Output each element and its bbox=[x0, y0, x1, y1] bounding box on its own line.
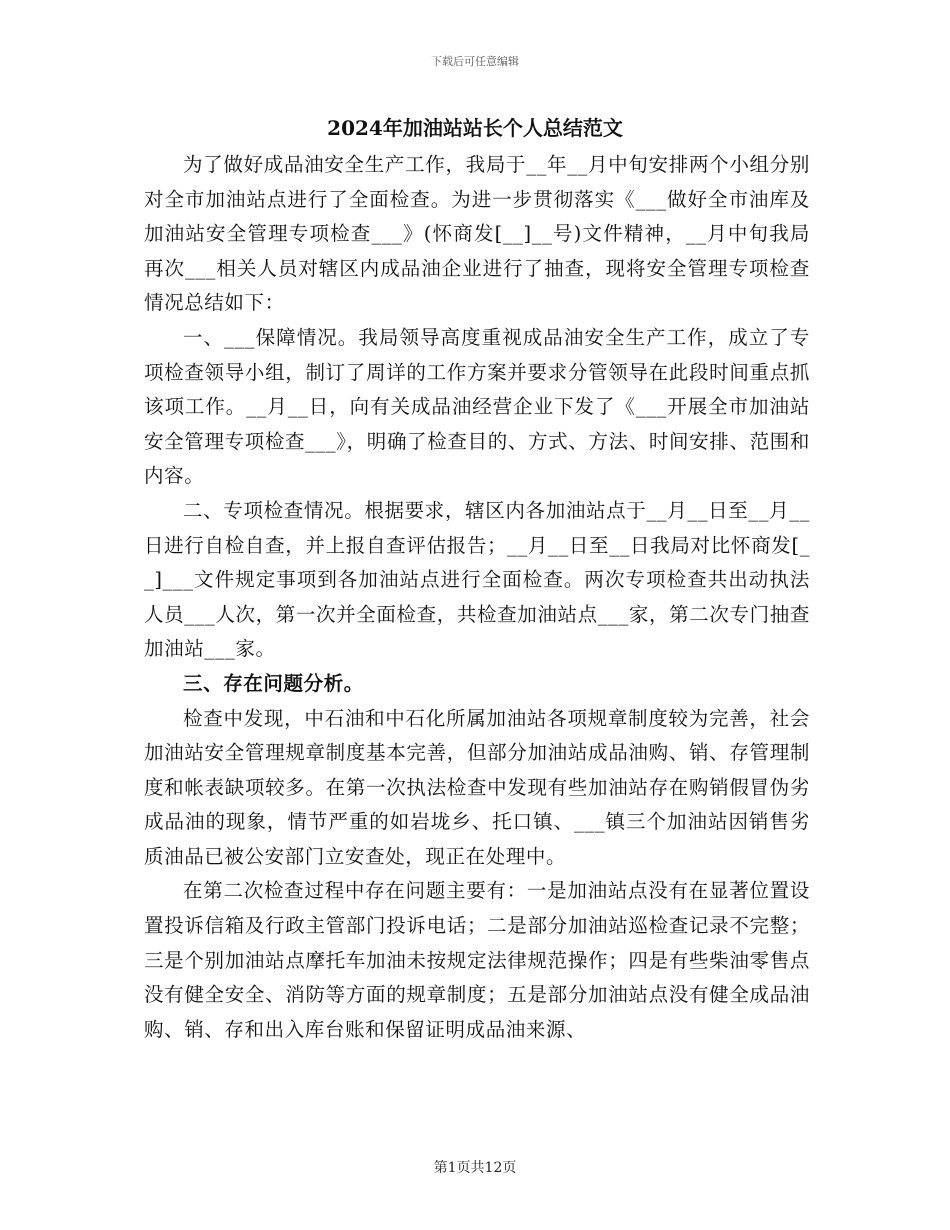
paragraph-section-3: 检查中发现，中石油和中石化所属加油站各项规章制度较为完善，社会加油站安全管理规章制度基本完善，但部分加油站成品油购、销、存管理制度和帐表缺项较多。在第一次执法检查中发现有些加油站存在购销假冒伪劣成品油的现象，情节严重的如岩垅乡、托口镇、___镇三个加油站因销售劣质油品已被公安部门立安查处，现正在处理中。 bbox=[144, 706, 810, 868]
document-body bbox=[144, 148, 810, 1047]
section-heading-3: 三、存在问题分析。 bbox=[183, 671, 364, 695]
page-footer: 第1页共12页 bbox=[433, 1160, 517, 1176]
document-title: 2024年加油站站长个人总结范文 bbox=[327, 116, 623, 140]
paragraph-intro: 为了做好成品油安全生产工作，我局于__年__月中旬安排两个小组分别对全市加油站点进行了全面检查。为进一步贯彻落实《___做好全市油库及加油站安全管理专项检查___》(怀商发[__]__号)文件精神，__月中旬我局再次___相关人员对辖区内成品油企业进行了抽查，现将安全管理专项检查情况总结如下： bbox=[144, 153, 810, 315]
paragraph-section-2: 二、专项检查情况。根据要求，辖区内各加油站点于__月__日至__月__日进行自检自查，并上报自查评估报告；__月__日至__日我局对比怀商发[__]___文件规定事项到各加油站点进行全面检查。两次专项检查共出动执法人员___人次，第一次并全面检查，共检查加油站点___家，第二次专门抽查加油站___家。 bbox=[144, 498, 810, 661]
paragraph-section-3-continued: 在第二次检查过程中存在问题主要有：一是加油站点没有在显著位置设置投诉信箱及行政主管部门投诉电话；二是部分加油站巡检查记录不完整；三是个别加油站点摩托车加油未按规定法律规范操作；四是有些柴油零售点没有健全安全、消防等方面的规章制度；五是部分加油站点没有健全成品油购、销、存和出入库台账和保留证明成品油来源、 bbox=[144, 879, 810, 1041]
paragraph-section-1: 一、___保障情况。我局领导高度重视成品油安全生产工作，成立了专项检查领导小组，制订了周详的工作方案并要求分管领导在此段时间重点抓该项工作。__月__日，向有关成品油经营企业下发了《___开展全市加油站安全管理专项检查___》，明确了检查目的、方式、方法、时间安排、范围和内容。 bbox=[144, 325, 810, 488]
header-note: 下载后可任意编辑 bbox=[431, 55, 519, 68]
